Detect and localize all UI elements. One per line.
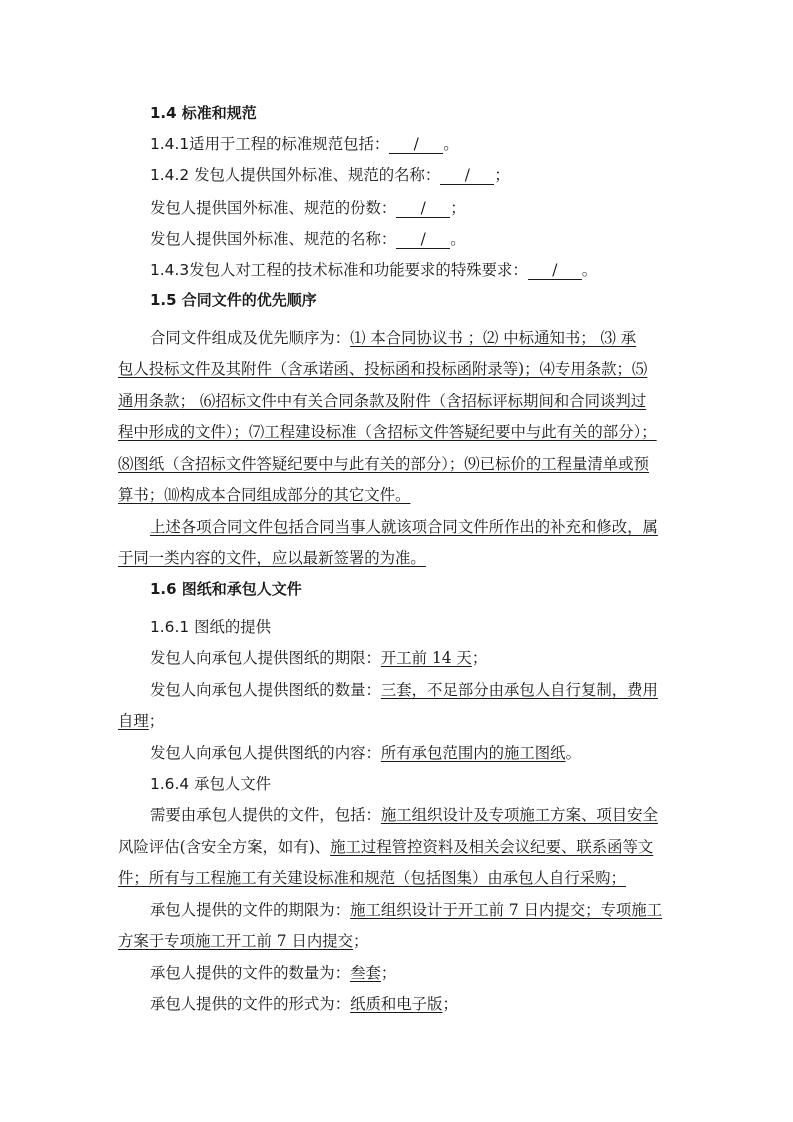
section-1-5-heading: 1.5 合同文件的优先顺序 <box>150 291 317 309</box>
section-1-4-heading: 1.4 标准和规范 <box>150 104 257 122</box>
punct: ； <box>148 712 165 730</box>
drawing-quantity <box>150 680 658 700</box>
punct: 。 <box>581 261 598 279</box>
drawing-period <box>150 648 487 668</box>
blank-value: / <box>389 136 443 154</box>
contractor-docs-line-2 <box>118 837 653 857</box>
clause-text: 发包人对工程的技术标准和功能要求的特殊要求： <box>189 261 528 279</box>
field-label: 发包人向承包人提供图纸的期限： <box>150 649 381 667</box>
clause-number: 1.6.4 <box>150 775 190 793</box>
contractor-docs-line-3: 件；所有与工程施工有关建设标准和规范（包括图集）由承包人自行采购； <box>118 869 626 887</box>
clause-number: 1.4.2 <box>150 166 190 184</box>
punct: ； <box>380 964 397 982</box>
clause-1-4-3 <box>150 260 597 280</box>
priority-line-1 <box>150 328 636 348</box>
docs-count <box>150 963 396 983</box>
field-value: 开工前 14 天 <box>380 649 472 667</box>
clause-text: 发包人提供国外标准、规范的份数： <box>150 199 397 217</box>
field-value: 叁套 <box>350 964 381 982</box>
field-label: 发包人向承包人提供图纸的内容： <box>150 744 381 762</box>
clause-1-4-1 <box>150 134 459 154</box>
punct: ； <box>494 166 510 184</box>
docs-form <box>150 994 458 1014</box>
blank-value: / <box>440 167 494 185</box>
punct: ； <box>450 199 466 217</box>
priority-list: ⑴ 本合同协议书 ；⑵ 中标通知书； ⑶ 承 <box>350 329 637 347</box>
priority-line-6: 算书；⑽构成本合同组成部分的其它文件。 <box>118 486 411 504</box>
field-label: 需要由承包人提供的文件，包括： <box>150 806 381 824</box>
field-label: 承包人提供的文件的数量为： <box>150 964 351 982</box>
contractor-docs-line-1 <box>150 805 658 825</box>
priority-label: 合同文件组成及优先顺序为： <box>150 329 351 347</box>
priority-line-5: ⑻图纸（含招标文件答疑纪要中与此有关的部分）；⑼已标价的工程量清单或预 <box>118 455 649 473</box>
foreign-standards-copies <box>150 198 466 218</box>
supplement-line-1: 上述各项合同文件包括合同当事人就该项合同文件所作出的补充和修改，属 <box>150 518 658 536</box>
docs-deadline-cont <box>118 931 368 951</box>
field-value: 施工组织设计及专项施工方案、项目安全 <box>380 806 658 824</box>
field-value: 三套，不足部分由承包人自行复制，费用 <box>380 681 658 699</box>
clause-number: 1.4.3 <box>150 261 190 279</box>
punct: 。 <box>565 744 581 762</box>
punct: 。 <box>443 135 459 153</box>
clause-number: 1.4.1 <box>150 135 190 153</box>
field-label: 发包人向承包人提供图纸的数量： <box>150 681 381 699</box>
clause-text: 图纸的提供 <box>189 618 272 636</box>
clause-text: 发包人提供国外标准、规范的名称： <box>189 166 441 184</box>
blank-value: / <box>396 231 450 249</box>
priority-line-4: 程中形成的文件）；⑺工程建设标准（含招标文件答疑纪要中与此有关的部分）； <box>118 423 657 441</box>
clause-text: 发包人提供国外标准、规范的名称： <box>150 230 397 248</box>
foreign-standards-names <box>150 229 466 249</box>
clause-number: 1.6.1 <box>150 618 190 636</box>
clause-1-6-1 <box>150 617 271 637</box>
punct: 。 <box>450 230 466 248</box>
punct: ； <box>471 649 488 667</box>
blank-value: / <box>396 200 450 218</box>
clause-1-4-2 <box>150 165 510 185</box>
field-value: 施工组织设计于开工前 7 日内提交；专项施工 <box>350 901 663 919</box>
docs-deadline <box>150 900 662 920</box>
clause-text: 适用于工程的标准规范包括： <box>189 135 390 153</box>
field-value: 施工过程管控资料及相关会议纪要、联系函等文 <box>330 838 654 856</box>
field-value: 自理 <box>118 712 149 730</box>
priority-line-2: 包人投标文件及其附件（含承诺函、投标函和投标函附录等)；⑷专用条款；⑸ <box>118 360 648 378</box>
field-text: 风险评估(含安全方案，如有)、 <box>118 838 331 856</box>
field-label: 承包人提供的文件的形式为： <box>150 995 351 1013</box>
field-label: 承包人提供的文件的期限为： <box>150 901 351 919</box>
field-value: 纸质和电子版 <box>350 995 443 1013</box>
drawing-content <box>150 743 581 763</box>
priority-line-3: 通用条款； ⑹招标文件中有关合同条款及附件（含招标评标期间和合同谈判过 <box>118 392 647 410</box>
clause-text: 承包人文件 <box>189 775 272 793</box>
supplement-line-2: 于同一类内容的文件，应以最新签署的为准。 <box>118 549 426 567</box>
field-value: 所有承包范围内的施工图纸 <box>380 744 566 762</box>
section-1-6-heading: 1.6 图纸和承包人文件 <box>150 580 302 598</box>
blank-value: / <box>528 262 582 280</box>
field-value: 方案于专项施工开工前 7 日内提交 <box>118 932 354 950</box>
punct: ； <box>442 995 458 1013</box>
punct: ； <box>353 932 369 950</box>
drawing-quantity-cont <box>118 711 164 731</box>
clause-1-6-4 <box>150 774 271 794</box>
